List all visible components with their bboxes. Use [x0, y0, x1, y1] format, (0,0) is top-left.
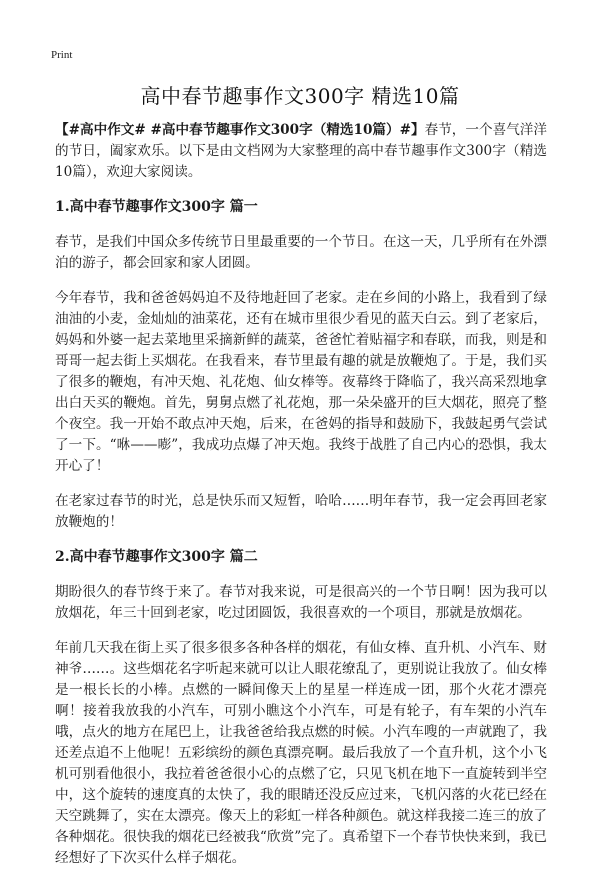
section-1-paragraph-2: 今年春节，我和爸爸妈妈迫不及待地赶回了老家。走在乡间的小路上，我看到了绿油油的小麦，金灿灿的油菜花，还有在城市里很少看见的蓝天白云。到了老家后，妈妈和外婆一起去菜地里采摘新鲜的蔬菜，爸爸忙着贴福字和春联，而我，则是和哥哥一起去街上买烟花。在我看来，春节里最有趣的就是放鞭炮了。于是，我们买了很多的鞭炮，有冲天炮、礼花炮、仙女棒等。夜幕终于降临了，我兴高采烈地拿出白天买的鞭炮。首先，舅舅点燃了礼花炮，那一朵朵盛开的巨大烟花，照亮了整个夜空。我一开始不敢点冲天炮，后来，在爸妈的指导和鼓励下，我鼓起勇气尝试了一下。“咻——嘭”，我成功点爆了冲天炮。我终于战胜了自己内心的恐惧，我太开心了！: [55, 290, 547, 474]
section-heading-1: 1.高中春节趣事作文300字 篇一: [55, 199, 258, 215]
section-heading-2: 2.高中春节趣事作文300字 篇二: [55, 549, 258, 565]
section-1-paragraph-3: 在老家过春节的时光，总是快乐而又短暂，哈哈……明年春节，我一定会再回老家放鞭炮的！: [55, 493, 547, 530]
page-title: 高中春节趣事作文300字 精选10篇: [140, 84, 460, 108]
section-2-paragraph-1: 期盼很久的春节终于来了。春节对我来说，可是很高兴的一个节日啊！因为我可以放烟花，年三十回到老家，吃过团圆饭，我很喜欢的一个项目，那就是放烟花。: [55, 584, 547, 621]
section-1-paragraph-1: 春节，是我们中国众多传统节日里最重要的一个节日。在这一天，几乎所有在外漂泊的游子，都会回家和家人团圆。: [55, 234, 547, 271]
intro-paragraph: [55, 120, 547, 183]
intro-text: 春节，一个喜气洋洋的节日，阖家欢乐。以下是由文档网为大家整理的高中春节趣事作文300字（精选10篇），欢迎大家阅读。: [55, 122, 547, 180]
print-label: Print: [51, 49, 73, 61]
intro-tag: 【#高中作文# #高中春节趣事作文300字（精选10篇）#】: [55, 122, 425, 138]
document-body: [55, 120, 547, 883]
section-2-paragraph-2: 年前几天我在街上买了很多很多各种各样的烟花，有仙女棒、直升机、小汽车、财神爷……。这些烟花名字听起来就可以让人眼花缭乱了，更别说让我放了。仙女棒是一根长长的小棒。点燃的一瞬间像天上的星星一样连成一团，那个火花才漂亮啊！接着我放我的小汽车，可别小瞧这个小汽车，可是有轮子，有车架的小汽车哦，点火的地方在尾巴上，让我爸爸给我点燃的时候。小汽车嗖的一声就跑了，我还差点追不上他呢！五彩缤纷的颜色真漂亮啊。最后我放了一个直升机，这个小飞机可别看他很小，我拉着爸爸很小心的点燃了它，只见飞机在地下一直旋转到半空中，这个旋转的速度真的太快了，我的眼睛还没反应过来，飞机闪落的火花已经在天空跳舞了，实在太漂亮。像天上的彩虹一样各种颜色。就这样我接二连三的放了各种烟花。很快我的烟花已经被我“欣赏”完了。真希望下一个春节快快来到，我已经想好了下次买什么样子烟花。: [55, 640, 547, 866]
